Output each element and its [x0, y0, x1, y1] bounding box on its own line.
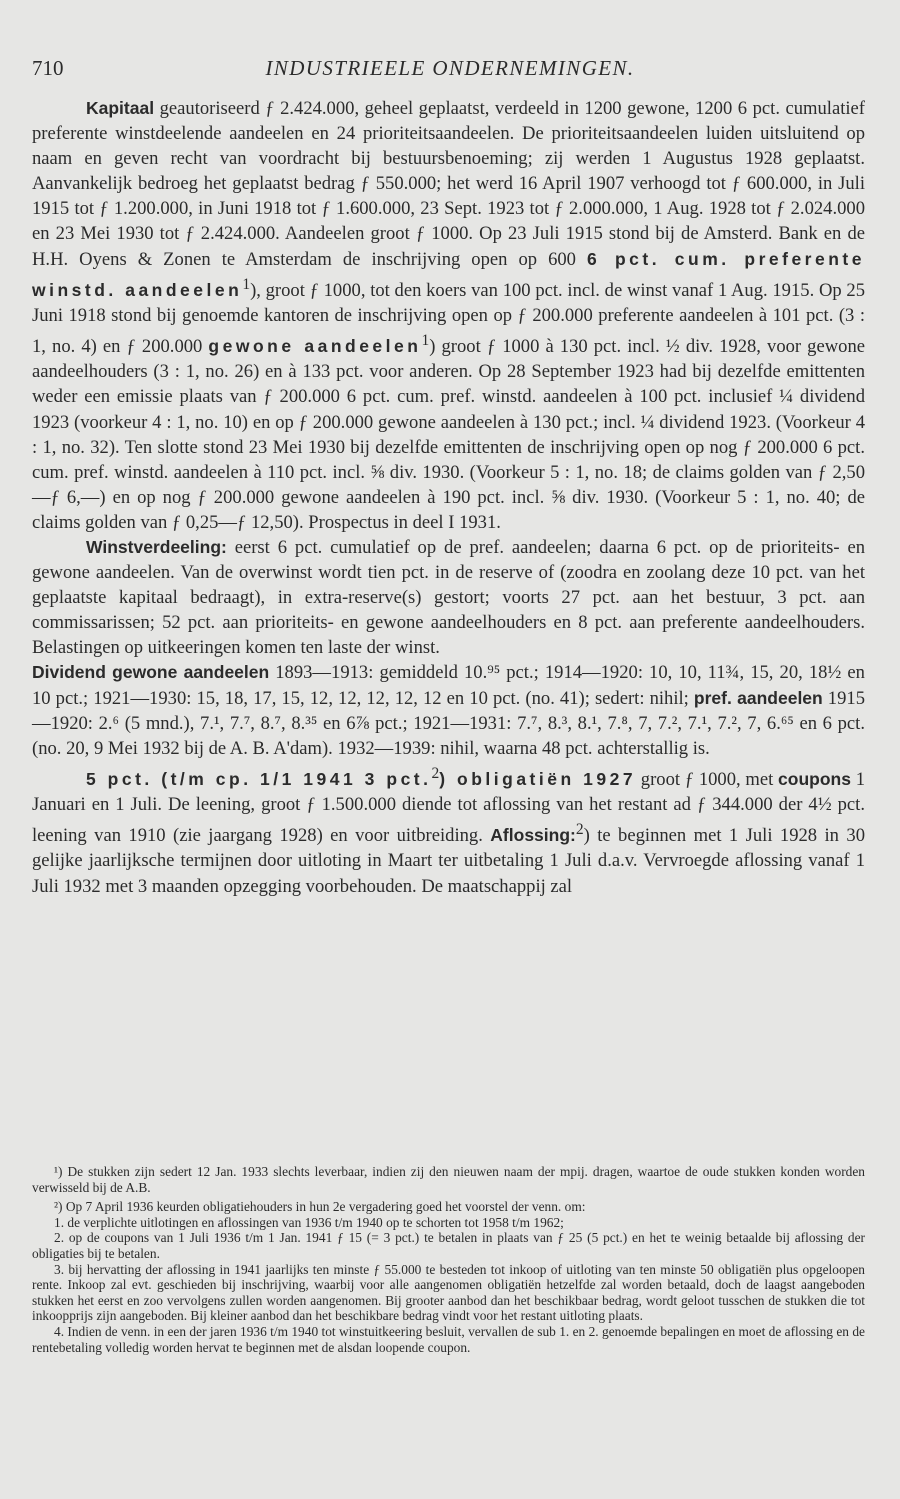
heading-kapitaal: Kapitaal — [86, 98, 155, 118]
heading-dividend: Dividend gewone aandeelen — [32, 662, 270, 683]
footnotes — [32, 1164, 865, 1355]
obligatien-spaced-2: ) obligatiën 1927 — [439, 769, 637, 789]
page-header — [32, 56, 868, 86]
footnote-ref-2: 2 — [431, 764, 440, 782]
obligatien-text-1: groot ƒ 1000, met — [636, 769, 779, 790]
obligatien-text-2: 1 Januari en 1 Juli. De leening, groot ƒ 1.500.000 diende tot aflossing van het restant ad ƒ 344.000 der 4½ pct. leening van 1910 (zie jaargang 1928) en voor uitbreiding. — [32, 769, 865, 847]
footnote-ref-2b: 2 — [575, 821, 584, 839]
running-head: INDUSTRIEELE ONDERNEMINGEN. — [265, 56, 635, 80]
page-number: 710 — [32, 56, 64, 80]
footnote-2-item-1: 1. de verplichte uitlotingen en aflossingen van 1936 t/m 1940 op te schorten tot 1958 t/m 1962; — [54, 1214, 564, 1230]
kapitaal-text-3: ) groot ƒ 1000 à 130 pct. incl. ½ div. 1928, voor gewone aandeelhouders (3 : 1, no. 26) en à 133 pct. voor anderen. Op 28 September 1923 had bij dezelfde emittenten weder een emissie plaats van ƒ 200.000 6 pct. cum. pref. winstd. aandeelen à 100 pct. inclusief ¼ dividend 1923 (voorkeur 4 : 1, no. 10) en op ƒ 200.000 gewone aandeelen à 130 pct.; incl. ¼ dividend 1923. (Voorkeur 4 : 1, no. 32). Ten slotte stond 23 Mei 1930 bij dezelfde emittenten de inschrijving open op nog ƒ 200.000 6 pct. cum. pref. winstd. aandeelen à 110 pct. incl. ⅝ div. 1930. (Voorkeur 5 : 1, no. 18; de claims golden van ƒ 2,50—ƒ 6,—) en op nog ƒ 200.000 gewone aandeelen à 190 pct. incl. ⅝ div. 1930. (Voorkeur 5 : 1, no. 40; de claims golden van ƒ 0,25—ƒ 12,50). Prospectus in deel I 1931. — [32, 336, 866, 533]
paragraph-dividend — [32, 660, 865, 760]
footnote-2-item-3: 3. bij hervatting der aflossing in 1941 jaarlijks ten minste ƒ 55.000 te besteden tot inkoop of uitloting van ten minste 50 obligatiën plus opgeloopen rente. Inkoop zal evt. geschieden bij inschrijving, waarbij voor alle aangenomen obligatiën hetzelfde zal worden betaald, doch de laagst aangeboden stukken het eerst en zoo vervolgens zullen worden aangenomen. Bij grooter aanbod dan het beschikbaar bedrag, wordt geloot tusschen de stukken die tot inkoopprijs zijn aangeboden. Bij kleiner aanbod dan het beschikbare bedrag vindt voor het restant uitloting plaats. — [32, 1261, 865, 1324]
obligatien-text-3: ) te beginnen met 1 Juli 1928 in 30 gelijke jaarlijksche termijnen door uitloting in Maart ter uitbetaling 1 Juli d.a.v. Vervroegde aflossing vanaf 1 Juli 1932 met 3 maanden opzegging voorbehouden. De maatschappij zal — [32, 825, 865, 897]
paragraph-kapitaal — [32, 96, 865, 535]
heading-winstverdeeling: Winstverdeeling: — [86, 536, 227, 557]
obligatien-spaced-1: 5 pct. (t/m cp. 1/1 1941 3 pct. — [86, 769, 432, 789]
footnote-ref-1b: 1 — [421, 332, 430, 350]
footnote-2-item-4: 4. Indien de venn. in een der jaren 1936 t/m 1940 tot winstuitkeering besluit, vervallen de sub 1. en 2. genoemde bepalingen en moet de aflossing en de rentebetaling volledig worden hervat te beginnen met de alsdan loopende coupon. — [32, 1323, 865, 1355]
kapitaal-spaced-2: gewone aandeelen — [208, 336, 422, 357]
footnote-1: ¹) De stukken zijn sedert 12 Jan. 1933 slechts leverbaar, indien zij den nieuwen naam der mpij. dragen, waartoe de oude stukken konden worden verwisseld bij de A.B. — [32, 1164, 865, 1195]
kapitaal-text-1: geautoriseerd ƒ 2.424.000, geheel geplaatst, verdeeld in 1200 gewone, 1200 6 pct. cumulatief preferente winstdeelende aandeelen en 24 prioriteitsaandeelen. De prioriteitsaandeelen luiden uitsluitend op naam en geven recht van voordracht bij bestuursbenoeming; zij werden 1 Augustus 1928 geplaatst. Aanvankelijk bedroeg het geplaatst bedrag ƒ 550.000; het werd 16 April 1907 verhoogd tot ƒ 600.000, in Juli 1915 tot ƒ 1.200.000, in Juni 1918 tot ƒ 1.600.000, 23 Sept. 1923 tot ƒ 2.000.000, 1 Aug. 1928 tot ƒ 2.024.000 en 23 Mei 1930 tot ƒ 2.424.000. Aandeelen groot ƒ 1000. Op 23 Juli 1915 stond bij de Amsterd. Bank en de H.H. Oyens & Zonen te Amsterdam de inschrijving open op 600 — [32, 98, 865, 270]
heading-pref-aandeelen: pref. aandeelen — [693, 687, 823, 708]
paragraph-obligatien — [32, 761, 865, 899]
dividend-text-1: 1893—1913: gemiddeld 10.⁹⁵ pct.; 1914—1920: 10, 10, 11¾, 15, 20, 18½ en 10 pct.; 1921—1930: 15, 18, 17, 15, 12, 12, 12, 12, 12 en 10 pct. (no. 41); sedert: nihil; — [32, 662, 865, 709]
dividend-text-2: 1915—1920: 2.⁶ (5 mnd.), 7.¹, 7.⁷, 8.⁷, 8.³⁵ en 6⅞ pct.; 1921—1931: 7.⁷, 8.³, 8.¹, 7.⁸, 7, 7.², 7.¹, 7.², 7, 6.⁶⁵ en 6 pct. (no. 20, 9 Mei 1932 bij de A. B. A'dam). 1932—1939: nihil, waarna 48 pct. achterstallig is. — [32, 687, 865, 759]
heading-coupons: coupons — [778, 769, 851, 789]
kapitaal-spaced-1: 6 pct. cum. preferente winstd. aandeelen — [32, 248, 865, 300]
kapitaal-text-2: ), groot ƒ 1000, tot den koers van 100 pct. incl. de winst vanaf 1 Aug. 1915. Op 25 Juni 1918 stond bij genoemde kantoren de inschrijving open op ƒ 200.000 preferente aandeelen à 101 pct. (3 : 1, no. 4) en ƒ 200.000 — [32, 279, 865, 358]
body-text — [32, 96, 865, 899]
footnote-2: ²) Op 7 April 1936 keurden obligatiehouders in hun 2e vergadering goed het voorstel der venn. om: — [54, 1199, 586, 1215]
footnote-ref-1: 1 — [242, 275, 251, 293]
footnote-2-item-2: 2. op de coupons van 1 Juli 1936 t/m 1 Jan. 1941 ƒ 15 (= 3 pct.) te betalen in plaats van ƒ 25 (5 pct.) en het te weinig betaalde bij aflossing der obligaties bij te betalen. — [32, 1230, 865, 1261]
winstverdeeling-text: eerst 6 pct. cumulatief op de pref. aandeelen; daarna 6 pct. op de prioriteits- en gewone aandeelen. Van de overwinst wordt tien pct. in de reserve of (zoodra en zoolang deze 10 pct. van het geplaatste kapitaal bedraagt), in extra-reserve(s) gestort; voorts 27 pct. aan het bestuur, 3 pct. aan commissarissen; 52 pct. aan prioriteits- en gewone aandeelhouders en 8 pct. aan preferente aandeelhouders. Belastingen op uitkeeringen komen ten laste der winst. — [32, 536, 865, 659]
paragraph-winstverdeeling — [32, 535, 865, 660]
heading-aflossing: Aflossing: — [490, 825, 576, 846]
